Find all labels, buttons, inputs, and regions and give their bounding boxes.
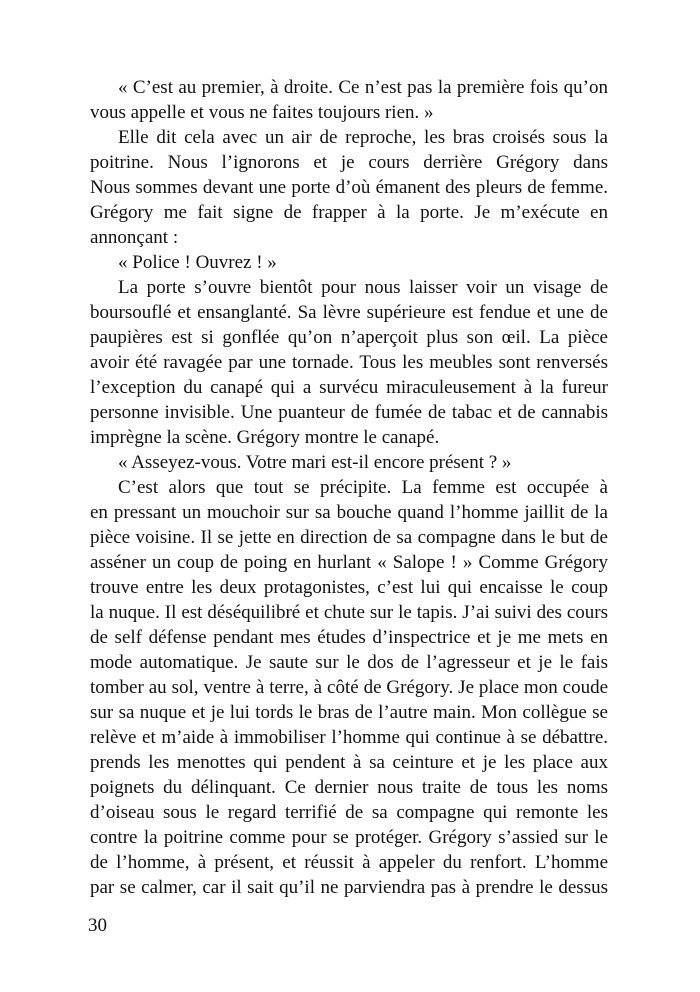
text-line: par se calmer, car il sait qu’il ne parviendra pas à prendre le dessus [90, 877, 608, 898]
text-line: personne invisible. Une puanteur de fumée de tabac et de cannabis [90, 402, 608, 423]
text-line: relève et m’aide à immobiliser l’homme qui continue à se débattre. [90, 727, 608, 748]
text-line: boursouflé et ensanglanté. Sa lèvre supérieure est fendue et une de [90, 302, 608, 323]
text-line: « Police ! Ouvrez ! » [118, 252, 277, 273]
text-line: poitrine. Nous l’ignorons et je cours derrière Grégory dans [90, 152, 608, 173]
text-line: sur sa nuque et je lui tords le bras de l’autre main. Mon collègue se [90, 702, 608, 723]
page-number: 30 [88, 915, 107, 936]
text-line: « C’est au premier, à droite. Ce n’est pas la première fois qu’on [118, 77, 608, 98]
text-line: annonçant : [90, 227, 179, 248]
text-line: trouve entre les deux protagonistes, c’est lui qui encaisse le coup [90, 577, 608, 598]
text-line: asséner un coup de poing en hurlant « Salope ! » Comme Grégory [90, 552, 608, 573]
body-text [90, 75, 608, 900]
text-line: poignets du délinquant. Ce dernier nous traite de tous les noms [90, 777, 608, 798]
text-line: pièce voisine. Il se jette en direction de sa compagne dans le but de [90, 527, 608, 548]
text-line: Elle dit cela avec un air de reproche, les bras croisés sous la [118, 127, 608, 148]
text-line: prends les menottes qui pendent à sa ceinture et je les place aux [90, 752, 608, 773]
text-line: l’exception du canapé qui a survécu miraculeusement à la fureur [90, 377, 608, 398]
text-line: de self défense pendant mes études d’inspectrice et je me mets en [90, 627, 608, 648]
text-line: en pressant un mouchoir sur sa bouche quand l’homme jaillit de la [90, 502, 608, 523]
text-line: paupières est si gonflée qu’on n’aperçoit plus son œil. La pièce [90, 327, 608, 348]
text-line: imprègne la scène. Grégory montre le canapé. [90, 427, 440, 448]
text-line: tomber au sol, ventre à terre, à côté de Grégory. Je place mon coude [90, 677, 608, 698]
text-line: d’oiseau sous le regard terrifié de sa compagne qui remonte les [90, 802, 608, 823]
text-line: Nous sommes devant une porte d’où émanent des pleurs de femme. [90, 177, 608, 198]
text-line: « Asseyez-vous. Votre mari est-il encore présent ? » [118, 452, 512, 473]
text-line: avoir été ravagée par une tornade. Tous les meubles sont renversés [90, 352, 608, 373]
text-line: C’est alors que tout se précipite. La femme est occupée à [118, 477, 608, 498]
text-line: de l’homme, à présent, et réussit à appeler du renfort. L’homme [90, 852, 608, 873]
text-line: La porte s’ouvre bientôt pour nous laisser voir un visage de [118, 277, 608, 298]
text-line: la nuque. Il est déséquilibré et chute sur le tapis. J’ai suivi des cours [90, 602, 608, 623]
text-line: vous appelle et vous ne faites toujours rien. » [90, 102, 434, 123]
text-line: contre la poitrine comme pour se protéger. Grégory s’assied sur le [90, 827, 608, 848]
text-line: mode automatique. Je saute sur le dos de l’agresseur et je le fais [90, 652, 608, 673]
text-line: Grégory me fait signe de frapper à la porte. Je m’exécute en [90, 202, 608, 223]
